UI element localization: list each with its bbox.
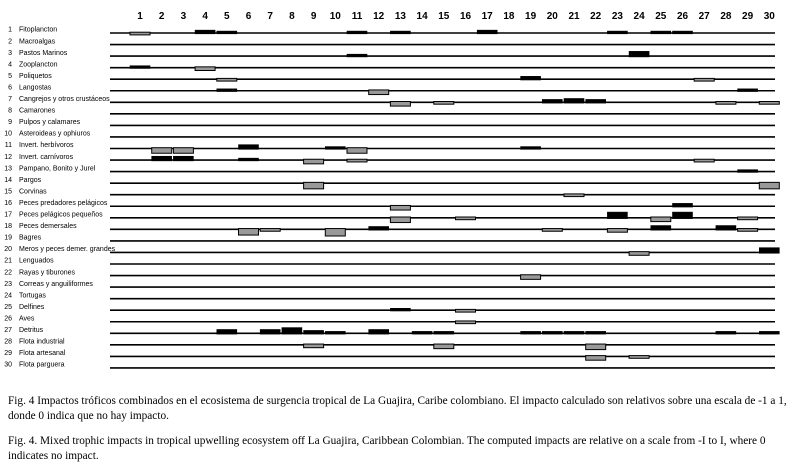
row-label-2: Macroalgas [19, 38, 56, 46]
impact-bar-r25-c13 [390, 308, 410, 311]
row-number-20: 20 [4, 246, 12, 254]
impact-bar-r12-c27 [694, 159, 714, 162]
row-number-29: 29 [4, 350, 12, 358]
impact-bar-r16-c13 [390, 205, 410, 210]
impact-bar-r13-c29 [738, 170, 758, 173]
impact-bar-r15-c21 [564, 194, 584, 197]
impact-bar-r14-c9 [304, 182, 324, 189]
column-header-24: 24 [633, 11, 645, 22]
impact-bar-r27-c20 [542, 331, 562, 334]
row-label-3: Pastos Marinos [19, 49, 68, 57]
row-number-9: 9 [8, 119, 12, 127]
row-label-13: Pampano, Bonito y Jurel [19, 165, 96, 173]
impact-bar-r20-c30 [759, 248, 779, 254]
impact-bar-r17-c29 [738, 217, 758, 220]
column-headers [137, 11, 775, 22]
row-label-18: Peces demersales [19, 223, 77, 231]
impact-bar-r27-c12 [369, 330, 389, 335]
impact-bar-r27-c19 [521, 331, 541, 334]
impact-bar-r27-c7 [260, 330, 280, 335]
row-number-6: 6 [8, 84, 12, 92]
row-label-21: Lenguados [19, 257, 54, 265]
impact-bar-r29-c24 [629, 356, 649, 359]
impact-bar-r12-c6 [239, 158, 259, 161]
row-label-10: Asteroideas y ophiuros [19, 130, 91, 138]
row-label-8: Camarones [19, 107, 56, 115]
row-number-12: 12 [4, 153, 12, 161]
impact-bar-r18-c10 [325, 229, 345, 236]
row-label-12: Invert. carnívoros [19, 153, 74, 161]
row-label-26: Aves [19, 315, 35, 323]
column-header-7: 7 [267, 11, 273, 22]
impact-bar-r11-c19 [521, 147, 541, 150]
impact-bar-r25-c16 [456, 309, 476, 312]
row-label-20: Meros y peces demer. grandes [19, 246, 116, 254]
row-number-21: 21 [4, 257, 12, 265]
impact-bar-r18-c12 [369, 227, 389, 231]
impact-bar-r1-c26 [673, 31, 693, 34]
caption-spanish: Fig. 4 Impactos tróficos combinados en el ecosistema de surgencia tropical de La Guajira, Caribe colombiano. El impacto calculado son relativos sobre una escala de -1 a 1, donde 0 indica que no hay impacto. [8, 395, 787, 422]
impact-bar-r7-c28 [716, 102, 736, 105]
column-header-26: 26 [676, 11, 689, 22]
impact-bar-r27-c9 [304, 330, 324, 334]
row-number-15: 15 [4, 188, 12, 196]
column-header-2: 2 [158, 11, 165, 22]
impact-bar-r1-c5 [217, 31, 237, 34]
column-header-12: 12 [373, 11, 385, 22]
row-label-25: Delfines [19, 303, 45, 311]
impact-bar-r16-c26 [673, 203, 693, 207]
row-number-5: 5 [8, 72, 12, 80]
impact-bar-r18-c29 [738, 229, 758, 232]
row-number-2: 2 [8, 38, 12, 46]
row-number-4: 4 [8, 61, 12, 69]
row-number-23: 23 [4, 280, 12, 288]
impact-bar-r14-c30 [759, 182, 779, 189]
impact-bar-r27-c14 [412, 331, 432, 334]
impact-bar-r1-c4 [195, 30, 215, 34]
row-label-4: Zooplancton [19, 61, 58, 69]
row-number-19: 19 [4, 234, 12, 242]
impact-bar-r5-c5 [217, 78, 237, 81]
impact-bar-r12-c3 [173, 156, 193, 161]
impact-bar-r27-c30 [759, 331, 779, 334]
row-number-17: 17 [4, 211, 12, 219]
caption-english: Fig. 4. Mixed trophic impacts in tropical upwelling ecosystem off La Guajira, Caribbean Colombian. The computed impacts are relative on a scale from -I to I, where 0 indicates no impact. [8, 435, 766, 462]
column-header-16: 16 [459, 11, 472, 22]
impact-bar-r3-c24 [629, 51, 649, 57]
impact-bar-r27-c28 [716, 331, 736, 334]
row-number-3: 3 [8, 49, 12, 57]
column-header-25: 25 [655, 11, 667, 22]
impact-bar-r5-c27 [694, 78, 714, 81]
row-label-27: Detritus [19, 327, 44, 334]
impact-bar-r1-c23 [607, 31, 627, 34]
impact-bar-r7-c22 [586, 99, 606, 103]
impact-bar-r27-c5 [217, 330, 237, 335]
row-number-27: 27 [4, 327, 12, 334]
column-header-10: 10 [329, 11, 341, 22]
row-number-28: 28 [4, 338, 12, 346]
impact-bar-r27-c10 [325, 331, 345, 334]
impact-bar-r18-c23 [607, 229, 627, 233]
column-header-19: 19 [525, 11, 537, 22]
impact-bar-r18-c28 [716, 226, 736, 231]
column-header-21: 21 [568, 11, 580, 22]
impact-bar-r6-c12 [369, 90, 389, 95]
column-header-5: 5 [224, 11, 230, 22]
impact-bar-r7-c20 [542, 99, 562, 103]
impact-bar-r18-c6 [239, 229, 259, 236]
row-number-22: 22 [4, 269, 12, 277]
row-labels [4, 27, 115, 369]
row-label-23: Correas y anguiliformes [19, 280, 93, 288]
impact-bar-r22-c19 [521, 275, 541, 280]
impact-bar-r1-c17 [477, 30, 497, 34]
impact-bar-r1-c11 [347, 31, 367, 34]
impact-bar-r18-c25 [651, 226, 671, 231]
column-header-8: 8 [289, 11, 295, 22]
impact-bar-r6-c5 [217, 89, 237, 92]
impact-bar-r27-c22 [586, 331, 606, 334]
column-header-1: 1 [137, 11, 143, 22]
impact-bar-r6-c29 [738, 89, 758, 92]
impact-bar-r7-c15 [434, 102, 454, 105]
impact-bar-r18-c20 [542, 229, 562, 232]
impact-bar-r4-c1 [130, 66, 150, 69]
impact-bar-r1-c13 [390, 31, 410, 34]
impact-bar-r27-c8 [282, 328, 302, 335]
impact-bar-r28-c15 [434, 344, 454, 349]
impact-bar-r17-c25 [651, 217, 671, 222]
impact-bar-r17-c16 [456, 217, 476, 220]
impact-bar-r1-c1 [130, 32, 150, 35]
column-header-9: 9 [310, 11, 317, 22]
impact-bar-r28-c22 [586, 344, 606, 350]
impact-bar-r12-c11 [347, 159, 367, 162]
impact-bar-r20-c24 [629, 252, 649, 256]
impact-bar-r7-c30 [759, 102, 779, 105]
column-header-30: 30 [763, 11, 775, 22]
row-label-11: Invert. herbívoros [19, 142, 74, 150]
column-header-22: 22 [590, 11, 602, 22]
column-header-23: 23 [611, 11, 623, 22]
row-label-1: Fitoplancton [19, 26, 58, 34]
impact-bar-r28-c9 [304, 344, 324, 348]
impact-bar-r7-c21 [564, 99, 584, 104]
row-label-30: Flota parguera [19, 361, 65, 369]
row-label-7: Cangrejos y otros crustáceos [19, 96, 110, 103]
column-header-4: 4 [202, 11, 208, 22]
row-label-16: Peces predadores pelágicos [19, 199, 108, 207]
row-label-15: Corvinas [19, 188, 47, 196]
row-label-24: Tortugas [19, 292, 46, 300]
impact-bar-r7-c13 [390, 102, 410, 107]
row-number-25: 25 [4, 303, 12, 311]
impact-bar-r17-c26 [673, 212, 693, 219]
row-number-13: 13 [4, 165, 12, 173]
impact-bar-r26-c16 [456, 321, 476, 324]
row-number-1: 1 [8, 26, 12, 34]
row-label-19: Bagres [19, 234, 42, 242]
row-number-8: 8 [8, 107, 12, 115]
impact-bar-r17-c13 [390, 217, 410, 223]
row-label-22: Rayas y tiburones [19, 269, 76, 277]
row-label-14: Pargos [19, 176, 42, 184]
row-label-5: Poliquetos [19, 72, 52, 80]
column-header-29: 29 [742, 11, 754, 22]
impact-bar-r11-c3 [173, 148, 193, 154]
impact-bar-r27-c21 [564, 331, 584, 334]
row-number-26: 26 [4, 315, 12, 323]
column-header-28: 28 [720, 11, 732, 22]
column-header-17: 17 [481, 11, 493, 22]
impact-bar-r1-c25 [651, 31, 671, 34]
impact-bar-r11-c6 [239, 145, 259, 150]
column-header-27: 27 [698, 11, 710, 22]
impact-bar-r11-c2 [152, 148, 172, 154]
row-number-7: 7 [8, 96, 12, 103]
row-label-6: Langostas [19, 84, 52, 92]
column-header-6: 6 [245, 11, 252, 22]
row-label-29: Flota artesanal [19, 350, 66, 358]
row-number-16: 16 [4, 199, 12, 207]
row-lines [110, 33, 775, 368]
impact-bar-r18-c7 [260, 229, 280, 232]
impact-bar-r11-c10 [325, 147, 345, 150]
impact-bar-r4-c4 [195, 67, 215, 71]
column-header-15: 15 [438, 11, 450, 22]
row-number-18: 18 [4, 223, 12, 231]
column-header-20: 20 [546, 11, 558, 22]
column-header-11: 11 [351, 11, 363, 22]
row-number-14: 14 [4, 176, 12, 184]
row-label-9: Pulpos y calamares [19, 119, 81, 127]
row-label-28: Flota industrial [19, 338, 65, 346]
impact-bar-r29-c22 [586, 356, 606, 361]
row-number-30: 30 [4, 361, 12, 369]
impact-bar-r5-c19 [521, 76, 541, 80]
impact-bar-r3-c11 [347, 54, 367, 57]
row-label-17: Peces pelágicos pequeños [19, 211, 103, 219]
impact-bar-r11-c11 [347, 148, 367, 154]
row-number-11: 11 [4, 142, 12, 150]
impact-bar-r27-c15 [434, 331, 454, 334]
impact-bar-r12-c2 [152, 156, 172, 161]
column-header-18: 18 [503, 11, 515, 22]
impact-bar-r12-c9 [304, 159, 324, 164]
column-header-13: 13 [394, 11, 406, 22]
row-number-24: 24 [4, 292, 12, 300]
impact-bar-r17-c23 [607, 212, 627, 219]
row-number-10: 10 [4, 130, 12, 138]
column-header-3: 3 [180, 11, 187, 22]
column-header-14: 14 [416, 11, 428, 22]
